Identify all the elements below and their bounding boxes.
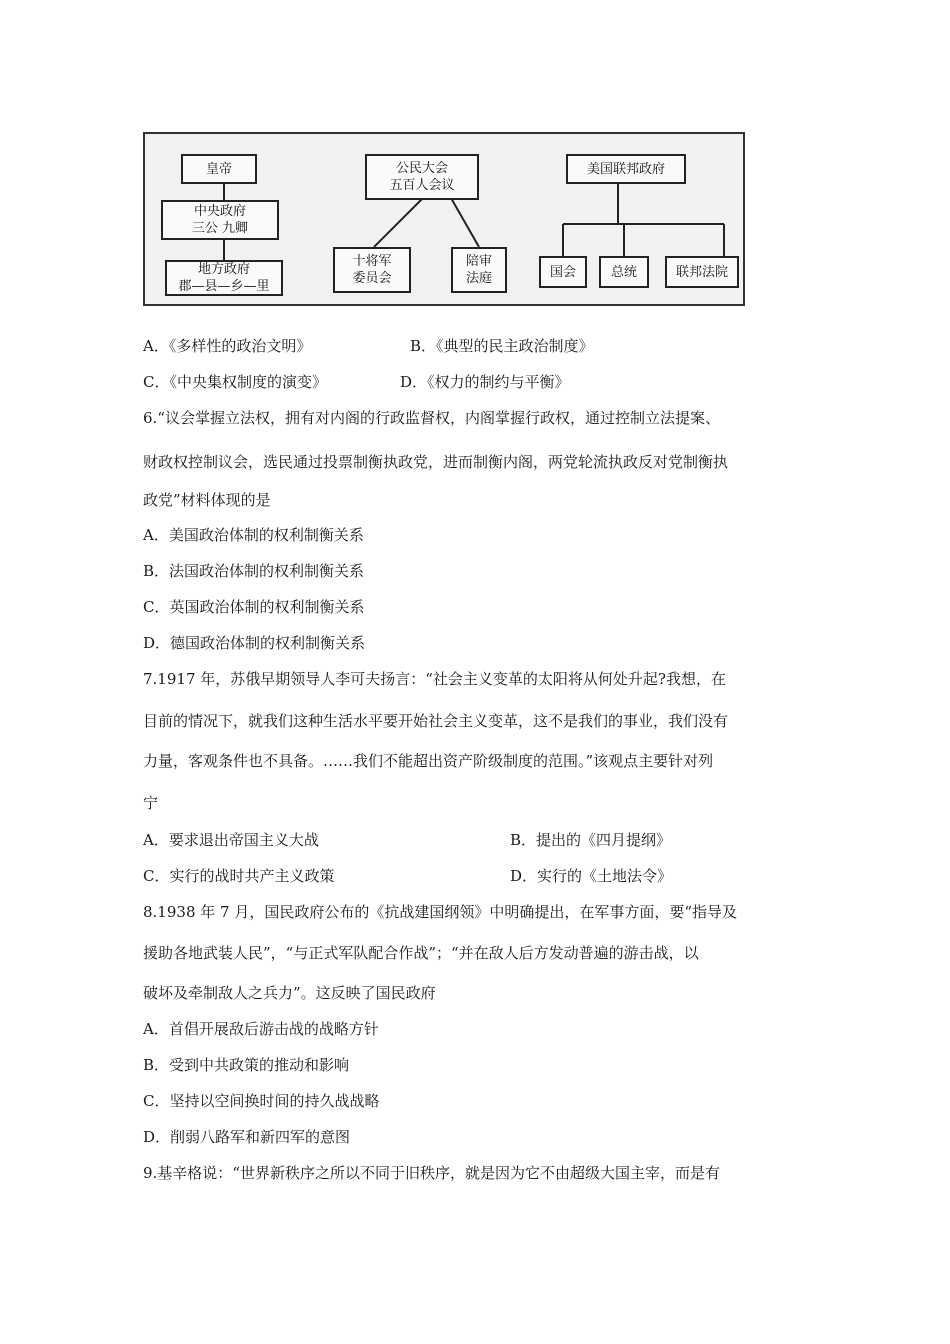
q6-option-b: B．法国政治体制的权利制衡关系 bbox=[143, 562, 365, 580]
local-government-label: 地方政府 bbox=[197, 262, 250, 277]
q5-option-a: A．《多样性的政治文明》 bbox=[143, 337, 312, 355]
local-government-sublabel: 郡—县—乡—里 bbox=[178, 279, 270, 294]
jury-label: 陪审 bbox=[465, 254, 492, 269]
q7-option-c: C．实行的战时共产主义政策 bbox=[143, 867, 335, 885]
q6-stem-line2: 财政权控制议会，选民通过投票制衡执政党，进而制衡内阁，两党轮流执政反对党制衡执 bbox=[143, 453, 729, 471]
citizen-assembly-box bbox=[365, 154, 479, 200]
emperor-label: 皇帝 bbox=[205, 161, 232, 177]
central-government-sublabel: 三公 九卿 bbox=[191, 221, 249, 236]
q8-stem-line1: 8.1938 年 7 月，国民政府公布的《抗战建国纲领》中明确提出，在军事方面，要“指导及 bbox=[143, 903, 738, 921]
emperor-box bbox=[181, 154, 257, 184]
q9-stem-line1: 9.基辛格说：“世界新秩序之所以不同于旧秩序，就是因为它不由超级大国主宰，而是有 bbox=[143, 1164, 720, 1182]
q7-stem-line1: 7.1917 年，苏俄早期领导人李可夫扬言：“社会主义变革的太阳将从何处升起?我想，在 bbox=[143, 670, 726, 688]
q7-stem-line2: 目前的情况下，就我们这种生活水平要开始社会主义变革，这不是我们的事业，我们没有 bbox=[143, 712, 729, 730]
q7-option-d: D．实行的《土地法令》 bbox=[510, 867, 673, 885]
president-box bbox=[599, 256, 649, 288]
political-structure-figure bbox=[143, 132, 745, 306]
q7-stem-line3: 力量，客观条件也不具备。……我们不能超出资产阶级制度的范围。”该观点主要针对列 bbox=[143, 752, 714, 770]
central-government-box bbox=[161, 200, 279, 240]
central-government-label: 中央政府 bbox=[193, 204, 246, 219]
federal-court-label: 联邦法院 bbox=[675, 264, 728, 280]
q6-option-c: C．英国政治体制的权利制衡关系 bbox=[143, 598, 365, 616]
local-government-box bbox=[165, 260, 283, 296]
citizen-assembly-label: 公民大会 bbox=[395, 161, 448, 176]
q6-option-a: A．美国政治体制的权利制衡关系 bbox=[143, 526, 364, 544]
q5-option-b: B．《典型的民主政治制度》 bbox=[410, 337, 594, 355]
congress-box bbox=[539, 256, 587, 288]
q7-stem-line4: 宁 bbox=[143, 794, 159, 812]
q8-option-c: C．坚持以空间换时间的持久战战略 bbox=[143, 1092, 380, 1110]
federal-court-box bbox=[665, 256, 739, 288]
jury-court-box bbox=[451, 247, 507, 293]
generals-committee-box bbox=[333, 247, 411, 293]
q5-option-d: D．《权力的制约与平衡》 bbox=[400, 373, 570, 391]
q8-stem-line3: 破坏及牵制敌人之兵力”。这反映了国民政府 bbox=[143, 984, 436, 1002]
federal-government-box bbox=[566, 154, 686, 184]
president-label: 总统 bbox=[610, 264, 637, 280]
q6-stem-line3: 政党”材料体现的是 bbox=[143, 491, 271, 509]
generals-label: 十将军 bbox=[352, 254, 392, 269]
q7-option-a: A．要求退出帝国主义大战 bbox=[143, 831, 319, 849]
court-label: 法庭 bbox=[465, 271, 492, 286]
committee-label: 委员会 bbox=[352, 271, 392, 286]
q8-option-d: D．削弱八路军和新四军的意图 bbox=[143, 1128, 351, 1146]
federal-government-label: 美国联邦政府 bbox=[586, 161, 665, 177]
q6-stem-line1: 6.“议会掌握立法权，拥有对内阁的行政监督权，内阁掌握行政权，通过控制立法提案、 bbox=[143, 409, 720, 427]
q6-option-d: D．德国政治体制的权利制衡关系 bbox=[143, 634, 366, 652]
q7-option-b: B．提出的《四月提纲》 bbox=[510, 831, 672, 849]
q8-stem-line2: 援助各地武装人民”，“与正式军队配合作战”；“并在敌人后方发动普遍的游击战，以 bbox=[143, 944, 699, 962]
congress-label: 国会 bbox=[549, 264, 576, 280]
q5-option-c: C．《中央集权制度的演变》 bbox=[143, 373, 327, 391]
q8-option-a: A．首倡开展敌后游击战的战略方针 bbox=[143, 1020, 379, 1038]
q8-option-b: B．受到中共政策的推动和影响 bbox=[143, 1056, 350, 1074]
council-label: 五百人会议 bbox=[389, 178, 455, 193]
